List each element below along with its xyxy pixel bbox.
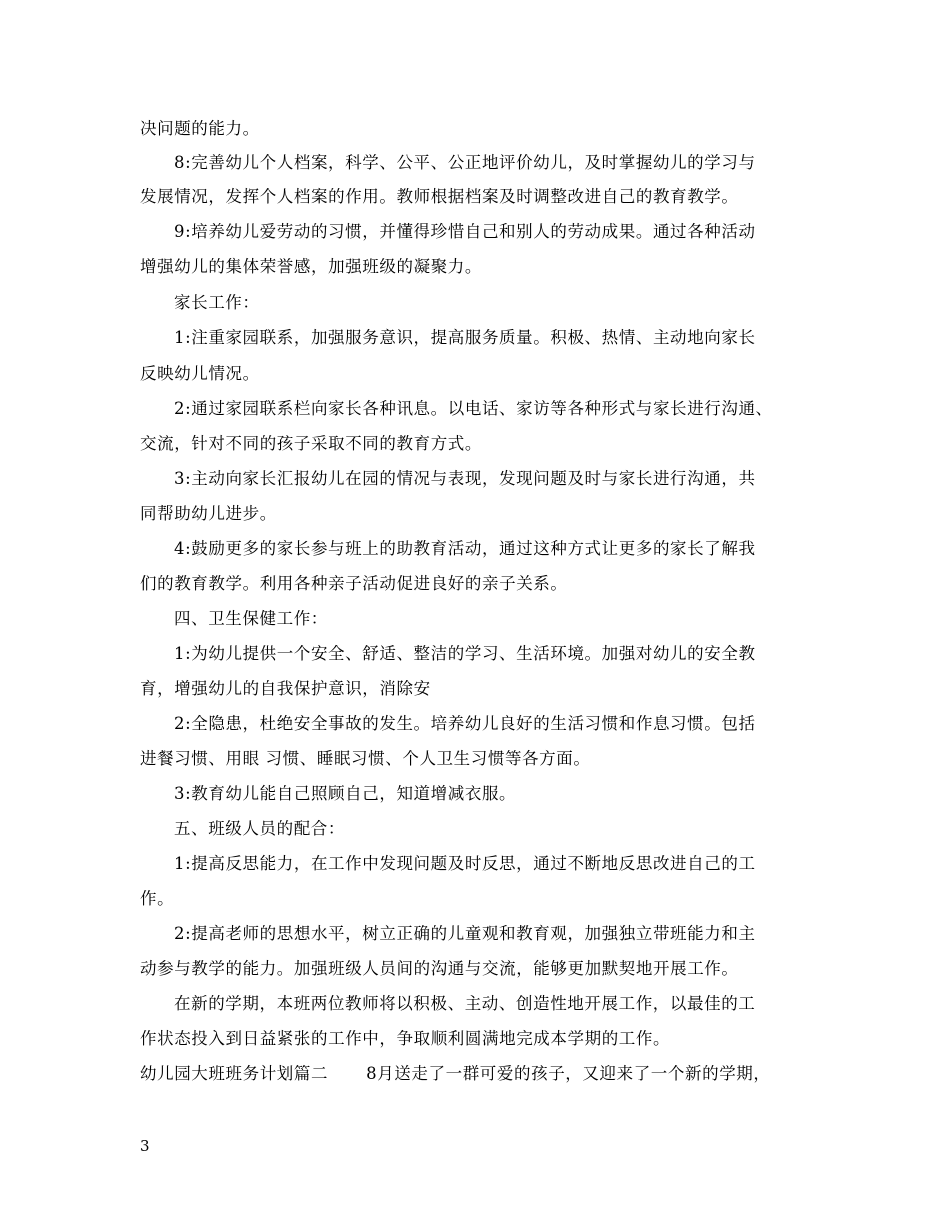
next-section-title: 幼儿园大班班务计划篇二 <box>140 1064 329 1083</box>
next-section-line <box>140 1063 771 1085</box>
text-line: 2:通过家园联系栏向家长各种讯息。以电话、家访等各种形式与家长进行沟通、 <box>174 399 773 418</box>
section-heading: 家长工作： <box>174 293 260 312</box>
text-line: 育，增强幼儿的自我保护意识，消除安 <box>140 679 431 698</box>
text-line: 3:主动向家长汇报幼儿在园的情况与表现，发现问题及时与家长进行沟通，共 <box>174 469 756 488</box>
text-line: 1:注重家园联系，加强服务意识，提高服务质量。积极、热情、主动地向家长 <box>174 328 756 347</box>
next-section-text: 8月送走了一群可爱的孩子，又迎来了一个新的学期， <box>366 1064 771 1083</box>
text-line: 决问题的能力。 <box>140 119 260 138</box>
text-line: 增强幼儿的集体荣誉感，加强班级的凝聚力。 <box>140 257 482 276</box>
text-line: 进餐习惯、用眼 习惯、睡眠习惯、个人卫生习惯等各方面。 <box>140 749 591 768</box>
text-line: 反映幼儿情况。 <box>140 364 260 383</box>
text-line: 在新的学期，本班两位教师将以积极、主动、创造性地开展工作，以最佳的工 <box>174 994 756 1013</box>
text-line: 2:全隐患，杜绝安全事故的发生。培养幼儿良好的生活习惯和作息习惯。包括 <box>174 714 756 733</box>
text-line: 们的教育教学。利用各种亲子活动促进良好的亲子关系。 <box>140 574 568 593</box>
text-line: 3:教育幼儿能自己照顾自己，知道增减衣服。 <box>174 784 517 803</box>
text-line: 9:培养幼儿爱劳动的习惯，并懂得珍惜自己和别人的劳动成果。通过各种活动 <box>174 222 756 241</box>
text-line: 8:完善幼儿个人档案，科学、公平、公正地评价幼儿，及时掌握幼儿的学习与 <box>174 153 756 172</box>
text-line: 2:提高老师的思想水平，树立正确的儿童观和教育观，加强独立带班能力和主 <box>174 924 756 943</box>
text-line: 动参与教学的能力。加强班级人员间的沟通与交流，能够更加默契地开展工作。 <box>140 959 739 978</box>
section-heading: 五、班级人员的配合： <box>174 819 345 838</box>
text-line: 发展情况，发挥个人档案的作用。教师根据档案及时调整改进自己的教育教学。 <box>140 187 739 206</box>
text-line: 交流，针对不同的孩子采取不同的教育方式。 <box>140 434 482 453</box>
text-line: 作。 <box>140 889 175 908</box>
text-line: 1:提高反思能力，在工作中发现问题及时反思，通过不断地反思改进自己的工 <box>174 854 756 873</box>
page-number: 3 <box>140 1137 150 1155</box>
text-line: 作状态投入到日益紧张的工作中，争取顺利圆满地完成本学期的工作。 <box>140 1029 671 1048</box>
section-heading: 四、卫生保健工作： <box>174 609 328 628</box>
text-line: 1:为幼儿提供一个安全、舒适、整洁的学习、生活环境。加强对幼儿的安全教 <box>174 644 756 663</box>
text-line: 4:鼓励更多的家长参与班上的助教育活动，通过这种方式让更多的家长了解我 <box>174 539 756 558</box>
text-line: 同帮助幼儿进步。 <box>140 504 277 523</box>
